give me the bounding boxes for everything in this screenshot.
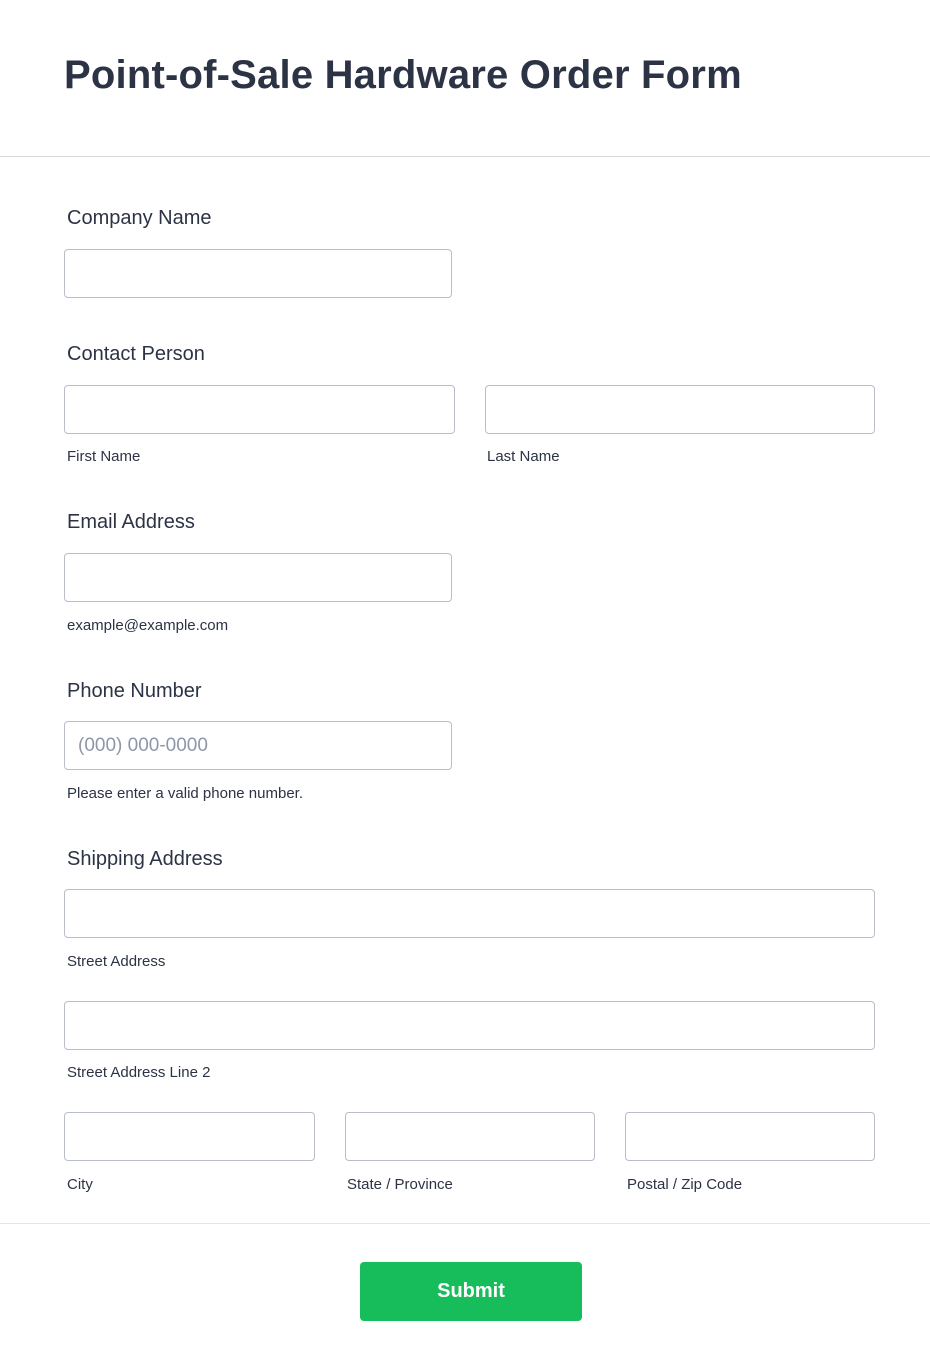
postal-zip-sublabel: Postal / Zip Code: [627, 1176, 743, 1193]
submit-button[interactable]: Submit: [360, 1262, 582, 1321]
state-province-sublabel: State / Province: [347, 1176, 453, 1193]
email-address-label: Email Address: [67, 511, 195, 533]
company-name-input[interactable]: [64, 249, 452, 298]
shipping-address-label: Shipping Address: [67, 848, 223, 870]
street-address-input[interactable]: [64, 889, 875, 938]
last-name-sublabel: Last Name: [487, 448, 560, 465]
street-address-line2-input[interactable]: [64, 1001, 875, 1050]
postal-zip-input[interactable]: [625, 1112, 875, 1161]
first-name-sublabel: First Name: [67, 448, 141, 465]
email-input[interactable]: [64, 553, 452, 602]
city-sublabel: City: [67, 1176, 93, 1193]
company-name-label: Company Name: [67, 207, 212, 229]
phone-input[interactable]: [64, 721, 452, 770]
street-address-sublabel: Street Address: [67, 953, 166, 970]
first-name-input[interactable]: [64, 385, 455, 434]
state-province-input[interactable]: [345, 1112, 595, 1161]
email-sublabel: example@example.com: [67, 617, 229, 634]
street-address-line2-sublabel: Street Address Line 2: [67, 1064, 211, 1081]
form-title: Point-of-Sale Hardware Order Form: [64, 53, 742, 97]
city-input[interactable]: [64, 1112, 315, 1161]
form-header: [0, 0, 930, 157]
phone-sublabel: Please enter a valid phone number.: [67, 785, 303, 802]
last-name-input[interactable]: [485, 385, 875, 434]
contact-person-label: Contact Person: [67, 343, 205, 365]
form-footer: [0, 1223, 930, 1370]
phone-number-label: Phone Number: [67, 680, 202, 702]
